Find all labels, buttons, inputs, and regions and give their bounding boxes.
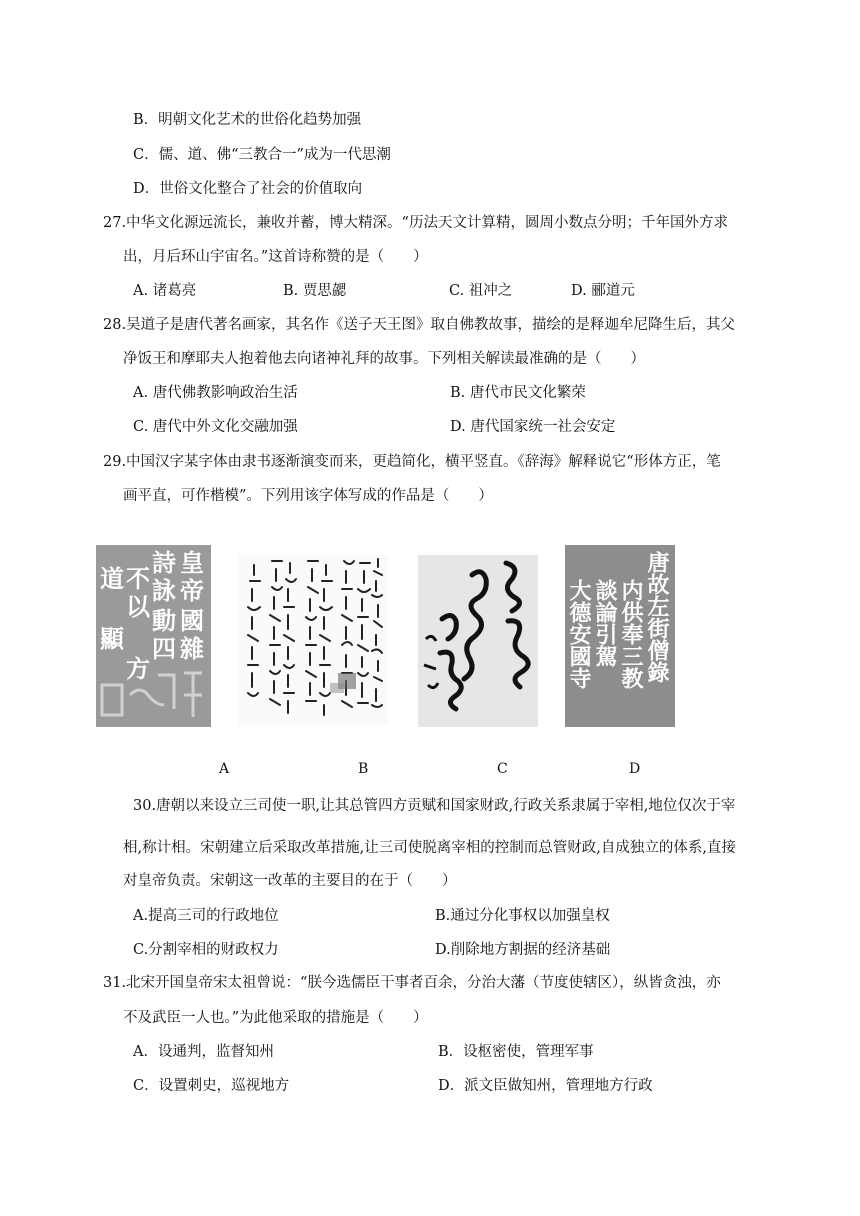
seal-glyph-col3: 不以 — [126, 564, 150, 621]
regular-script-image — [565, 545, 675, 727]
seal-glyph-col4: 道 — [100, 564, 124, 593]
q27-option-b: B. 贾思勰 — [283, 283, 347, 299]
q31-option-c: C．设置刺史，巡视地方 — [133, 1078, 290, 1094]
seal-glyph-col3b: 方 — [126, 654, 150, 683]
caption-d: D — [629, 761, 641, 777]
q29-stem-line2: 画平直，可作楷模”。下列用该字体写成的作品是（ ） — [123, 488, 493, 504]
q30-option-a: A.提高三司的行政地位 — [133, 908, 279, 924]
q30-option-c: C.分割宰相的财政权力 — [133, 942, 279, 958]
caption-a: A — [219, 761, 230, 777]
q30-stem-line2: 相,称计相。宋朝建立后采取改革措施,让三司使脱离宰相的控制而总管财政,自成独立的体系,直接 — [123, 840, 736, 856]
q31-option-d: D．派文臣做知州，管理地方行政 — [438, 1078, 653, 1094]
seal-glyph-col2b: 動四 — [152, 606, 176, 663]
seal-glyph-col1b: 國雜 — [180, 606, 204, 663]
q28-option-b: B. 唐代市民文化繁荣 — [450, 385, 586, 401]
seal-glyph-col2: 詩詠 — [152, 548, 176, 605]
caption-c: C — [497, 761, 508, 777]
q27-option-d: D. 郦道元 — [571, 283, 635, 299]
q31-stem-line1: 31.北宋开国皇帝宋太祖曾说：“朕今选儒臣干事者百余，分治大藩（节度使辖区），纵皆贪浊，亦 — [103, 975, 721, 991]
q28-option-d: D. 唐代国家统一社会安定 — [450, 419, 616, 435]
q30-option-d: D.削除地方割据的经济基础 — [435, 942, 611, 958]
q26-option-c: C．儒、道、佛“三教合一”成为一代思潮 — [133, 147, 391, 163]
q26-option-b: B．明朝文化艺术的世俗化趋势加强 — [133, 112, 362, 128]
q27-option-a: A. 诸葛亮 — [133, 283, 197, 299]
q27-option-c: C. 祖冲之 — [449, 283, 513, 299]
cursive-script-strokes — [418, 555, 538, 727]
cursive-script-image — [418, 555, 538, 727]
q30-option-b: B.通过分化事权以加强皇权 — [435, 908, 610, 924]
seal-glyph-col1: 皇帝 — [180, 548, 204, 605]
seal-texture — [96, 545, 211, 727]
q30-stem-line1: 30.唐朝以来设立三司使一职,让其总管四方贡赋和国家财政,行政关系隶属于宰相,地位仅次于宰 — [133, 798, 736, 814]
seal-script-image — [96, 545, 211, 727]
q27-stem-line1: 27.中华文化源远流长，兼收并蓄，博大精深。“历法天文计算精，圆周小数点分明；千年国外方求 — [103, 215, 728, 231]
regular-script-col1: 唐故左街僧錄 — [644, 551, 670, 683]
regular-script-col4: 大德安國寺 — [566, 579, 592, 689]
seal-glyph-col4b: 顯 — [100, 624, 124, 653]
q28-option-c: C. 唐代中外文化交融加强 — [133, 419, 298, 435]
regular-script-col3: 談論引駕 — [592, 579, 618, 667]
caption-b: B — [358, 761, 369, 777]
q28-stem-line2: 净饭王和摩耶夫人抱着他去向诸神礼拜的故事。下列相关解读最准确的是（ ） — [123, 351, 645, 367]
q28-option-a: A. 唐代佛教影响政治生活 — [133, 385, 298, 401]
q31-option-b: B．设枢密使，管理军事 — [438, 1044, 594, 1060]
q31-stem-line2: 不及武臣一人也。”为此他采取的措施是（ ） — [123, 1010, 428, 1026]
q30-stem-line3: 对皇帝负责。宋朝这一改革的主要目的在于（ ） — [123, 873, 457, 889]
q26-option-d: D．世俗文化整合了社会的价值取向 — [133, 181, 363, 197]
running-script-strokes — [238, 555, 388, 725]
q27-stem-line2: 出，月后环山宇宙名。”这首诗称赞的是（ ） — [123, 249, 428, 265]
q29-stem-line1: 29.中国汉字某字体由隶书逐渐演变而来，更趋简化，横平竖直。《辞海》解释说它“形体方正，笔 — [103, 454, 721, 470]
regular-script-col2: 内供奉三教 — [618, 579, 644, 689]
q28-stem-line1: 28.吴道子是唐代著名画家，其名作《送子天王图》取自佛教故事，描绘的是释迦牟尼降生后，其父 — [103, 317, 736, 333]
q31-option-a: A．设通判，监督知州 — [133, 1044, 274, 1060]
running-script-image — [238, 555, 388, 725]
